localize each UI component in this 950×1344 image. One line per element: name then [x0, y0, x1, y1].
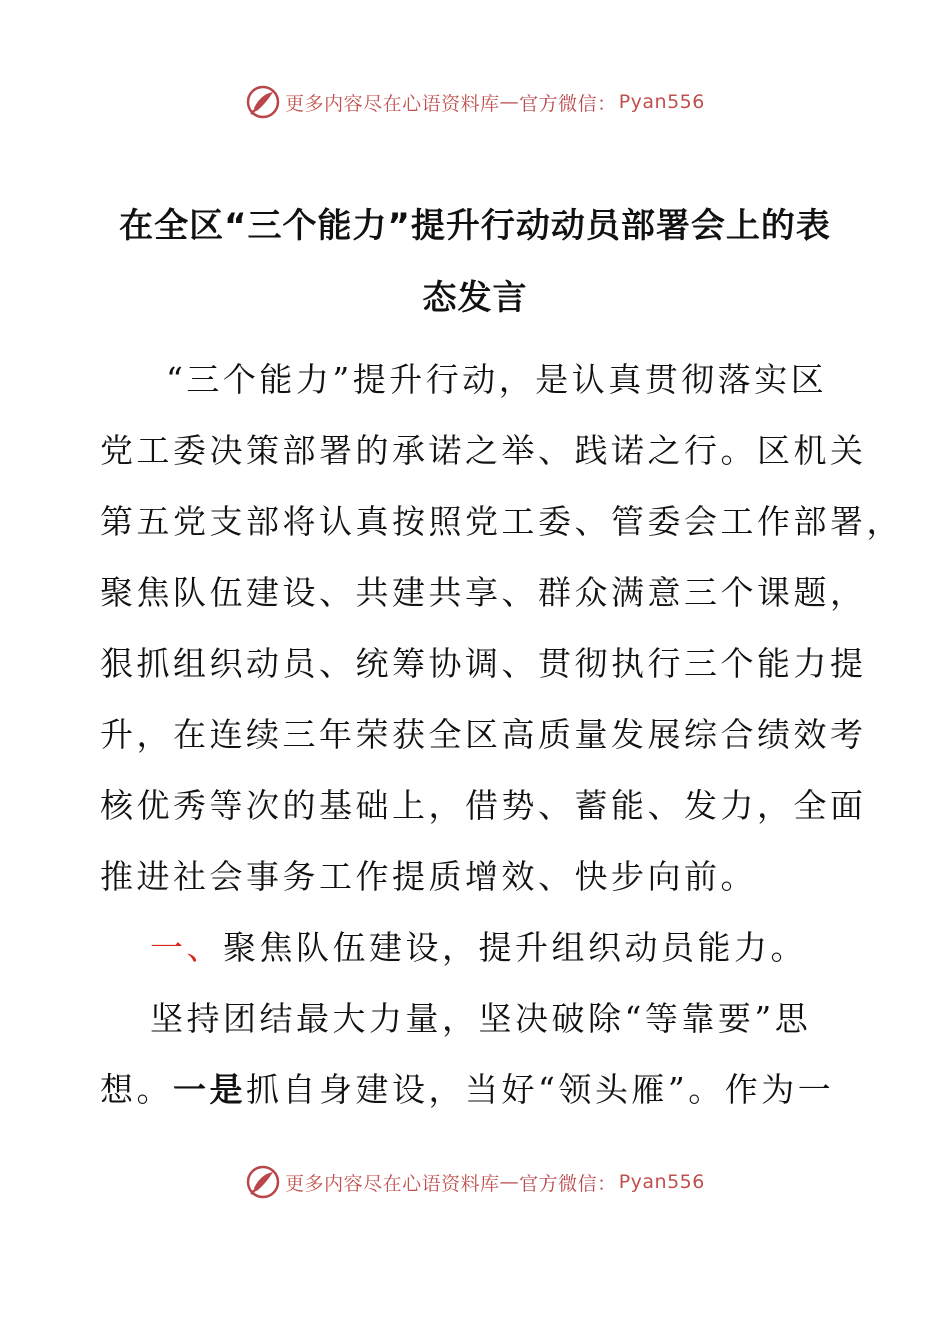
section-heading-text: 聚焦队伍建设，提升组织动员能力。 [223, 928, 807, 967]
watermark-wechat-label: 官方微信： [519, 92, 617, 115]
paragraph-1-line: 聚焦队伍建设、共建共享、群众满意三个课题， [100, 573, 867, 612]
paragraph-2-rest: 抓自身建设，当好“领头雁”。作为一 [246, 1070, 835, 1109]
pen-nib-logo-icon [245, 1164, 281, 1200]
watermark-wechat-id: Pyan556 [618, 1171, 705, 1193]
watermark-dash: — [499, 91, 520, 113]
paragraph-2-start: 想。 [100, 1070, 173, 1109]
watermark-wechat-label: 官方微信： [519, 1172, 617, 1195]
paragraph-1-line: 第五党支部将认真按照党工委、管委会工作部署， [100, 502, 903, 541]
paragraph-1-line: 狠抓组织动员、统筹协调、贯彻执行三个能力提 [100, 644, 867, 683]
footer-watermark [0, 1162, 950, 1202]
paragraph-2-line: 坚持团结最大力量，坚决破除“等靠要”思 [150, 999, 812, 1038]
paragraph-1-line: 核优秀等次的基础上，借势、蓄能、发力，全面 [100, 786, 867, 825]
watermark-wechat-id: Pyan556 [618, 91, 705, 113]
watermark-brand: 更多内容尽在心语资料库 [285, 1172, 500, 1195]
paragraph-1-line: 党工委决策部署的承诺之举、践诺之行。区机关 [100, 431, 867, 470]
header-watermark [0, 82, 950, 122]
section-heading-number: 一、 [150, 928, 223, 967]
watermark-dash: — [499, 1171, 520, 1193]
pen-nib-logo-icon [245, 84, 281, 120]
emphasis-yishi: 一是 [173, 1070, 246, 1109]
title-line-1: 在全区“三个能力”提升行动动员部署会上的表 [119, 206, 831, 246]
title-line-2: 态发言 [422, 278, 528, 318]
paragraph-1-line: 推进社会事务工作提质增效、快步向前。 [100, 857, 757, 896]
paragraph-2-line [100, 1065, 834, 1115]
paragraph-1-line: “三个能力”提升行动，是认真贯彻落实区 [166, 360, 828, 399]
section-heading-1 [150, 923, 807, 973]
watermark-brand: 更多内容尽在心语资料库 [285, 92, 500, 115]
paragraph-1-line: 升，在连续三年荣获全区高质量发展综合绩效考 [100, 715, 867, 754]
document-title [100, 190, 850, 334]
